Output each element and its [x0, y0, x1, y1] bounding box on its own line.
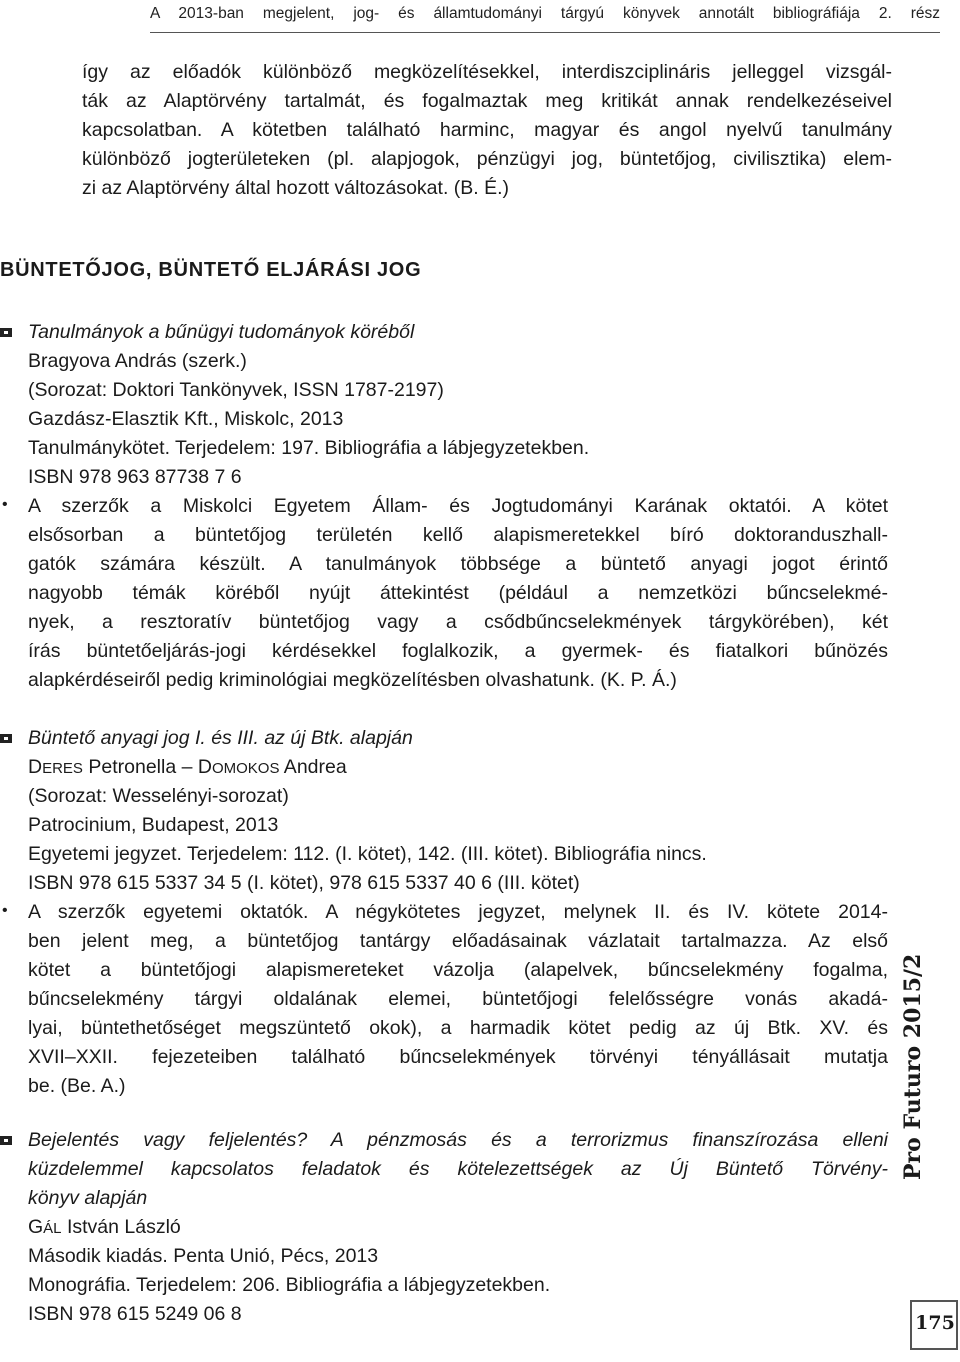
annotation-line: alapkérdéseiről pedig kriminológiai megközelítésben olvashatunk. (K. P. Á.) — [28, 669, 677, 691]
entry-title-line: küzdelemmel kapcsolatos feladatok és kötelezettségek az Új Büntető Törvény- — [28, 1158, 888, 1180]
bullet-icon: • — [2, 496, 8, 513]
annotation-line: gatók számára készült. A tanulmányok többsége a büntető anyagi jogot érintő — [28, 553, 888, 575]
annotation-line: írás büntetőeljárás-jogi kérdésekkel foglalkozik, a gyermek- és fiatalkori bűnözés — [28, 640, 888, 662]
annotation-line: A szerzők a Miskolci Egyetem Állam- és Jogtudományi Karának oktatói. A kötet — [28, 495, 888, 517]
intro-line: így az előadók különböző megközelítésekkel, interdiszciplináris jelleggel vizsgál- — [82, 61, 892, 83]
entry-title: Tanulmányok a bűnügyi tudományok köréből — [28, 321, 415, 343]
author-given: Petronella – — [82, 756, 198, 778]
annotation-line: A szerzők egyetemi oktatók. A négykötetes jegyzet, melynek II. és IV. kötete 2014- — [28, 901, 888, 923]
entry-isbn: ISBN 978 615 5337 34 5 (I. kötet), 978 615 5337 40 6 (III. kötet) — [28, 872, 580, 894]
annotation-line: nyek, a resztoratív büntetőjog vagy a csődbűncselekmények tárgykörében), két — [28, 611, 888, 633]
author-given: István László — [61, 1216, 181, 1238]
annotation-line: kötet a büntetőjogi alapismereteket vázolja (alapelvek, bűncselekmény fogalma, — [28, 959, 888, 981]
annotation-line: bűncselekmény tárgyi oldalának elemei, büntetőjogi felelősségre vonás akadá- — [28, 988, 888, 1010]
entry-series: (Sorozat: Wesselényi-sorozat) — [28, 785, 289, 807]
annotation-line: nagyobb témák köréből nyújt áttekintést (például a nemzetközi bűncselekmé- — [28, 582, 888, 604]
entry-author — [28, 753, 888, 782]
intro-line: különböző jogterületeken (pl. alapjogok, pénzügyi jog, büntetőjog, civilisztika) elem- — [82, 148, 892, 170]
entry-marker-icon — [0, 1136, 12, 1145]
entry-series: (Sorozat: Doktori Tankönyvek, ISSN 1787-2197) — [28, 379, 444, 401]
annotation-line: be. (Be. A.) — [28, 1075, 126, 1097]
page-number: 175 — [915, 1312, 955, 1334]
entry-publisher: Gazdász-Elasztik Kft., Miskolc, 2013 — [28, 408, 344, 430]
author-initial: D — [28, 756, 43, 778]
entry-edition: Második kiadás. Penta Unió, Pécs, 2013 — [28, 1245, 379, 1267]
author-surname-rest: ÁL — [43, 1220, 62, 1237]
intro-line: zi az Alaptörvény által hozott változásokat. (B. É.) — [82, 177, 510, 199]
entry-kind: Monográfia. Terjedelem: 206. Bibliográfia a lábjegyzetekben. — [28, 1274, 551, 1296]
entry-title-line: könyv alapján — [28, 1187, 148, 1209]
entry-publisher: Patrocinium, Budapest, 2013 — [28, 814, 279, 836]
entry-title-line: Bejelentés vagy feljelentés? A pénzmosás és a terrorizmus finanszírozása elleni — [28, 1129, 888, 1151]
entry-kind: Tanulmánykötet. Terjedelem: 197. Bibliográfia a lábjegyzetekben. — [28, 437, 590, 459]
entry-author: Bragyova András (szerk.) — [28, 350, 247, 372]
annotation-line: elsősorban a büntetőjog területén kellő alapismeretekkel bíró doktoranduszhall- — [28, 524, 888, 546]
journal-name: Pro Futuro 2015/2 — [900, 953, 926, 1180]
bullet-icon: • — [2, 902, 8, 919]
author-given: Andrea — [279, 756, 347, 778]
author-surname-rest: OMOKOS — [211, 760, 280, 777]
annotation-line: ben jelent meg, a büntetőjog tantárgy előadásainak vázlatait tartalmazza. Az első — [28, 930, 888, 952]
author-surname-rest: ERES — [42, 760, 83, 777]
entry-author — [28, 1213, 888, 1242]
entry-marker-icon — [0, 734, 12, 743]
entry-kind: Egyetemi jegyzet. Terjedelem: 112. (I. kötet), 142. (III. kötet). Bibliográfia nincs. — [28, 843, 707, 865]
entry-marker-icon — [0, 328, 12, 337]
entry-title: Büntető anyagi jog I. és III. az új Btk. alapján — [28, 727, 413, 749]
intro-line: ták az Alaptörvény tartalmát, és fogalmaztak meg kritikát annak rendelkezéseivel — [82, 90, 892, 112]
entry-isbn: ISBN 978 615 5249 06 8 — [28, 1303, 242, 1325]
intro-line: kapcsolatban. A kötetben található harminc, magyar és angol nyelvű tanulmány — [82, 119, 892, 141]
intro-paragraph — [82, 58, 892, 203]
entry-isbn: ISBN 978 963 87738 7 6 — [28, 466, 242, 488]
annotation-line: lyai, büntethetőséget megszüntető okok), a harmadik kötet pedig az új Btk. XV. és — [28, 1017, 888, 1039]
running-header: A 2013-ban megjelent, jog- és államtudományi tárgyú könyvek annotált bibliográfiája 2. rész — [150, 2, 940, 33]
author-initial: G — [28, 1216, 44, 1238]
annotation-line: XVII–XXII. fejezeteiben található bűncselekmények törvényi tényállásait mutatja — [28, 1046, 888, 1068]
section-heading: BÜNTETŐJOG, BÜNTETŐ ELJÁRÁSI JOG — [0, 259, 422, 281]
author-initial: D — [197, 756, 212, 778]
